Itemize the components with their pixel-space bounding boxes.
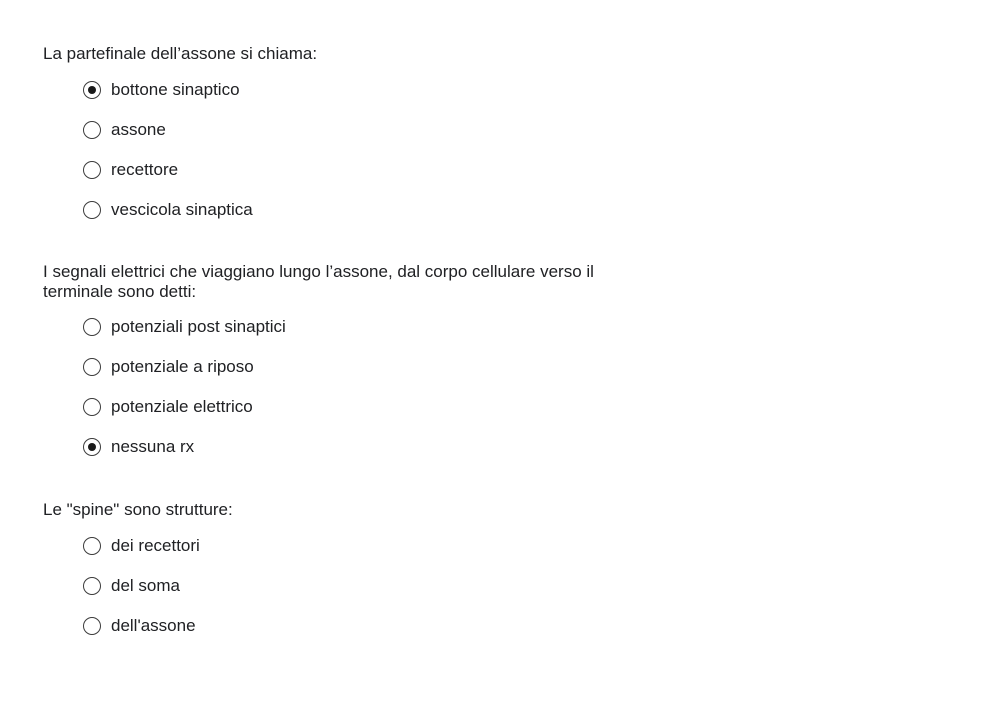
option-bottone-sinaptico[interactable] [43,70,683,110]
option-label: assone [111,120,166,139]
option-label: recettore [111,160,179,179]
question-text: Le "spine" sono strutture: [43,500,233,519]
radio-button[interactable] [83,537,101,555]
question-3 [43,500,683,646]
question-text: I segnali elettrici che viaggiano lungo l’assone, dal corpo cellulare verso il terminale sono detti: [43,262,594,301]
options-list [43,526,683,646]
radio-button[interactable] [83,81,101,99]
question-2 [43,262,683,467]
options-list [43,307,683,467]
option-nessuna-rx[interactable] [43,427,683,467]
radio-button[interactable] [83,318,101,336]
option-del-soma[interactable] [43,566,683,606]
option-label: del soma [111,576,180,595]
option-vescicola-sinaptica[interactable] [43,190,683,230]
option-label: vescicola sinaptica [111,200,253,219]
option-potenziale-elettrico[interactable] [43,387,683,427]
radio-button[interactable] [83,398,101,416]
radio-button[interactable] [83,161,101,179]
radio-button[interactable] [83,358,101,376]
option-label: potenziale a riposo [111,357,254,376]
radio-button[interactable] [83,438,101,456]
option-potenziale-a-riposo[interactable] [43,347,683,387]
option-recettore[interactable] [43,150,683,190]
option-label: potenziale elettrico [111,397,253,416]
radio-dot-icon [88,443,96,451]
option-assone[interactable] [43,110,683,150]
option-dell-assone[interactable] [43,606,683,646]
option-potenziali-post-sinaptici[interactable] [43,307,683,347]
option-label: bottone sinaptico [111,80,240,99]
options-list [43,70,683,230]
option-label: dell'assone [111,616,196,635]
question-1 [43,44,683,230]
radio-button[interactable] [83,121,101,139]
option-dei-recettori[interactable] [43,526,683,566]
question-text: La partefinale dell’assone si chiama: [43,44,318,63]
option-label: nessuna rx [111,437,195,456]
radio-button[interactable] [83,577,101,595]
option-label: dei recettori [111,536,200,555]
radio-button[interactable] [83,201,101,219]
option-label: potenziali post sinaptici [111,317,286,336]
radio-dot-icon [88,86,96,94]
radio-button[interactable] [83,617,101,635]
